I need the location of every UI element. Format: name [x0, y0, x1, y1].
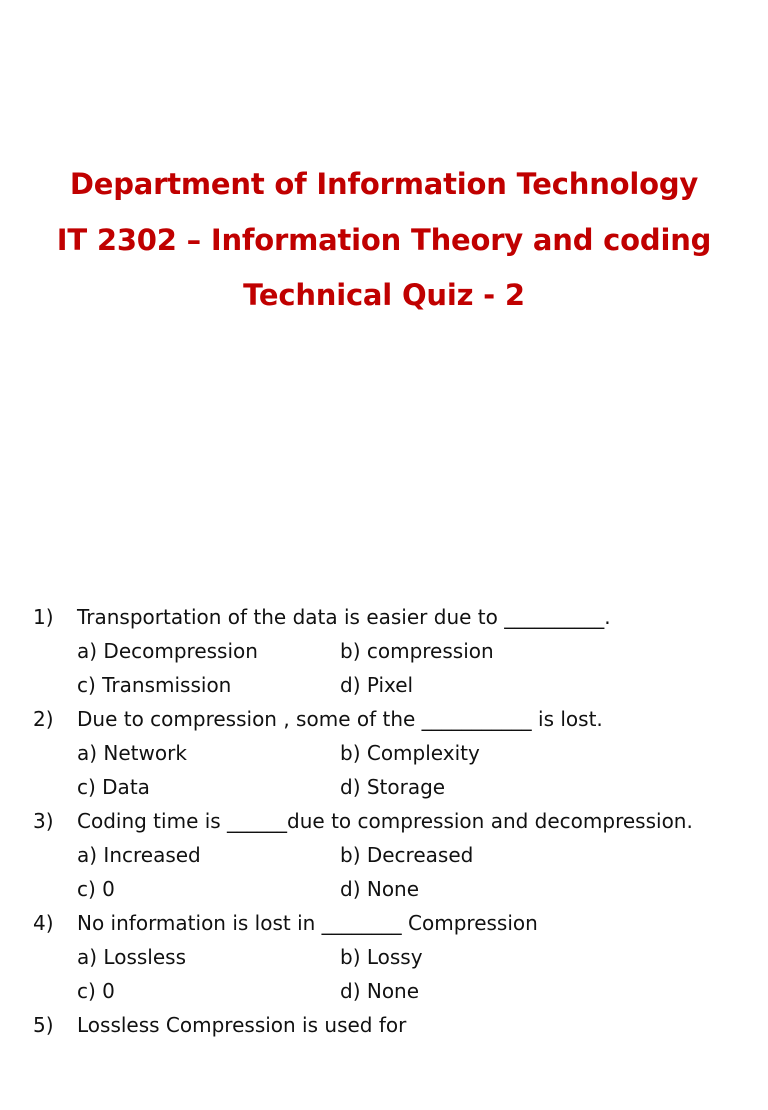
- question-number: 2): [33, 707, 54, 731]
- question-1: [0, 600, 768, 702]
- option-c: c) 0: [77, 877, 115, 901]
- question-number: 5): [33, 1013, 54, 1037]
- option-a: a) Decompression: [77, 639, 258, 663]
- question-text: Coding time is ______due to compression and decompression.: [77, 809, 693, 833]
- option-d: d) Pixel: [340, 673, 414, 697]
- option-b: b) Lossy: [340, 945, 423, 969]
- question-2: [0, 702, 768, 804]
- question-text: Lossless Compression is used for: [77, 1013, 407, 1037]
- department-title: Department of Information Technology: [69, 167, 699, 201]
- option-b: b) Complexity: [340, 741, 480, 765]
- option-c: c) Transmission: [77, 673, 232, 697]
- question-text: Transportation of the data is easier due to __________.: [77, 605, 611, 629]
- option-d: d) Storage: [340, 775, 446, 799]
- option-a: a) Network: [77, 741, 187, 765]
- question-list: [0, 600, 768, 1110]
- quiz-title: Technical Quiz - 2: [243, 278, 525, 312]
- question-text: Due to compression , some of the ___________ is lost.: [77, 707, 603, 731]
- question-number: 4): [33, 911, 54, 935]
- option-b: b) compression: [340, 639, 494, 663]
- question-4: [0, 906, 768, 1008]
- question-3: [0, 804, 768, 906]
- course-title: IT 2302 – Information Theory and coding: [56, 223, 712, 257]
- option-c: c) Data: [77, 775, 150, 799]
- question-number: 1): [33, 605, 54, 629]
- question-5: [0, 1008, 768, 1110]
- option-d: d) None: [340, 877, 420, 901]
- question-number: 3): [33, 809, 54, 833]
- option-d: d) None: [340, 979, 420, 1003]
- option-c: c) 0: [77, 979, 115, 1003]
- option-b: b) Decreased: [340, 843, 474, 867]
- option-a: a) Lossless: [77, 945, 186, 969]
- option-a: a) Increased: [77, 843, 201, 867]
- question-text: No information is lost in ________ Compression: [77, 911, 538, 935]
